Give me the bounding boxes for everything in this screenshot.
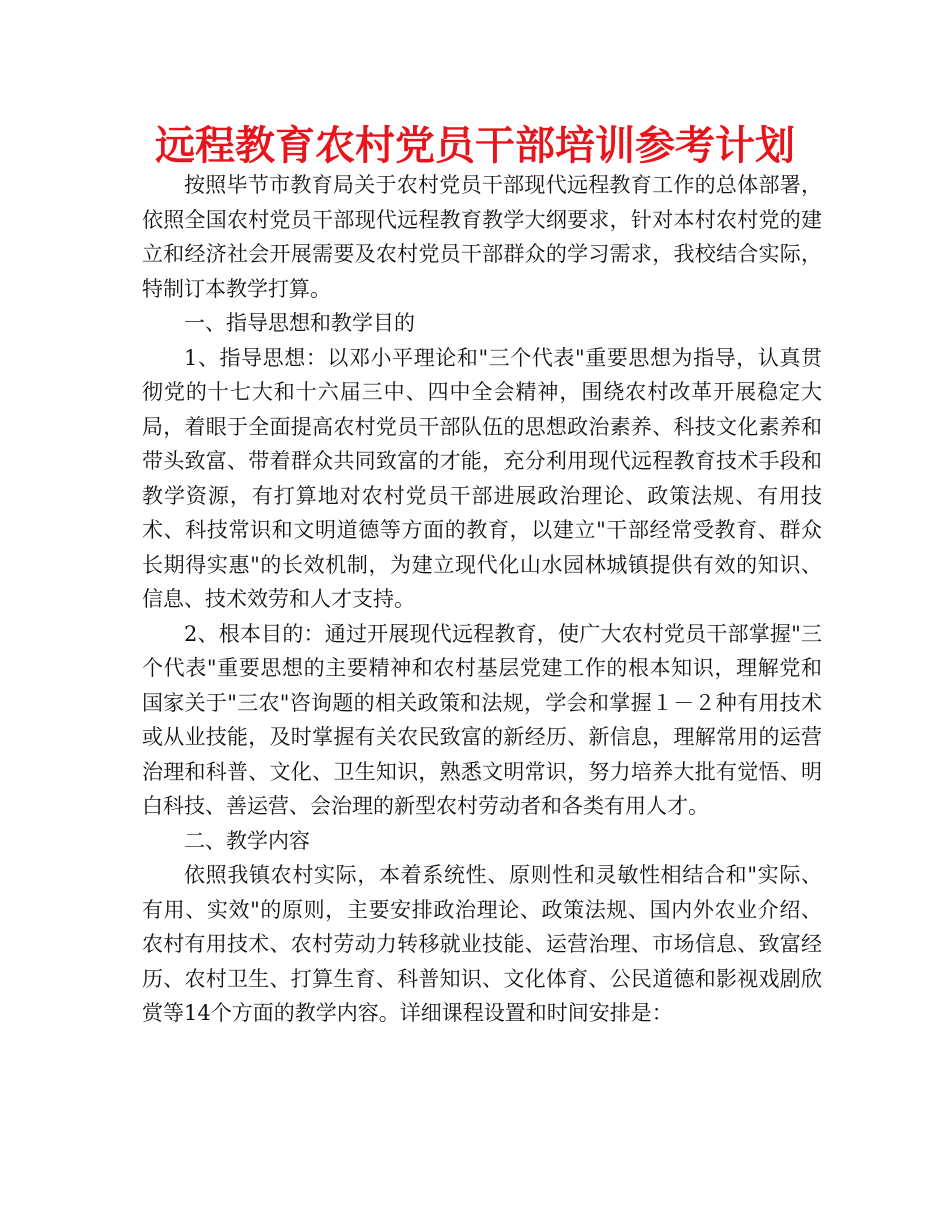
section-heading-guiding-ideology: 一、指导思想和教学目的 — [184, 311, 415, 335]
paragraph-teaching-content: 依照我镇农村实际，本着系统性、原则性和灵敏性相结合和"实际、有用、实效"的原则，主要安排政治理论、政策法规、国内外农业介绍、农村有用技术、农村劳动力转移就业技能、运营治理、市场信息、致富经历、农村卫生、打算生育、科普知识、文化体育、公民道德和影视戏剧欣赏等14个方面的教学内容。详细课程设置和时间安排是： — [142, 863, 822, 1025]
paragraph-guiding-ideology: 1、指导思想：以邓小平理论和"三个代表"重要思想为指导，认真贯彻党的十七大和十六届三中、四中全会精神，围绕农村改革开展稳定大局，着眼于全面提高农村党员干部队伍的思想政治素养、科技文化素养和带头致富、带着群众共同致富的才能，充分利用现代远程教育技术手段和教学资源，有打算地对农村党员干部进展政治理论、政策法规、有用技术、科技常识和文明道德等方面的教育，以建立"干部经常受教育、群众长期得实惠"的长效机制，为建立现代化山水园林城镇提供有效的知识、信息、技术效劳和人才支持。 — [142, 345, 822, 611]
paragraph-intro: 按照毕节市教育局关于农村党员干部现代远程教育工作的总体部署，依照全国农村党员干部现代远程教育教学大纲要求，针对本村农村党的建立和经济社会开展需要及农村党员干部群众的学习需求，我校结合实际，特制订本教学打算。 — [142, 173, 822, 301]
document-body — [142, 168, 822, 1031]
paragraph-fundamental-purpose: 2、根本目的：通过开展现代远程教育，使广大农村党员干部掌握"三个代表"重要思想的主要精神和农村基层党建工作的根本知识，理解党和国家关于"三农"咨询题的相关政策和法规，学会和掌握１－２种有用技术或从业技能，及时掌握有关农民致富的新经历、新信息，理解常用的运营治理和科普、文化、卫生知识，熟悉文明常识，努力培养大批有觉悟、明白科技、善运营、会治理的新型农村劳动者和各类有用人才。 — [142, 621, 822, 818]
document-title: 远程教育农村党员干部培训参考计划 — [155, 123, 795, 169]
section-heading-teaching-content: 二、教学内容 — [184, 828, 310, 853]
